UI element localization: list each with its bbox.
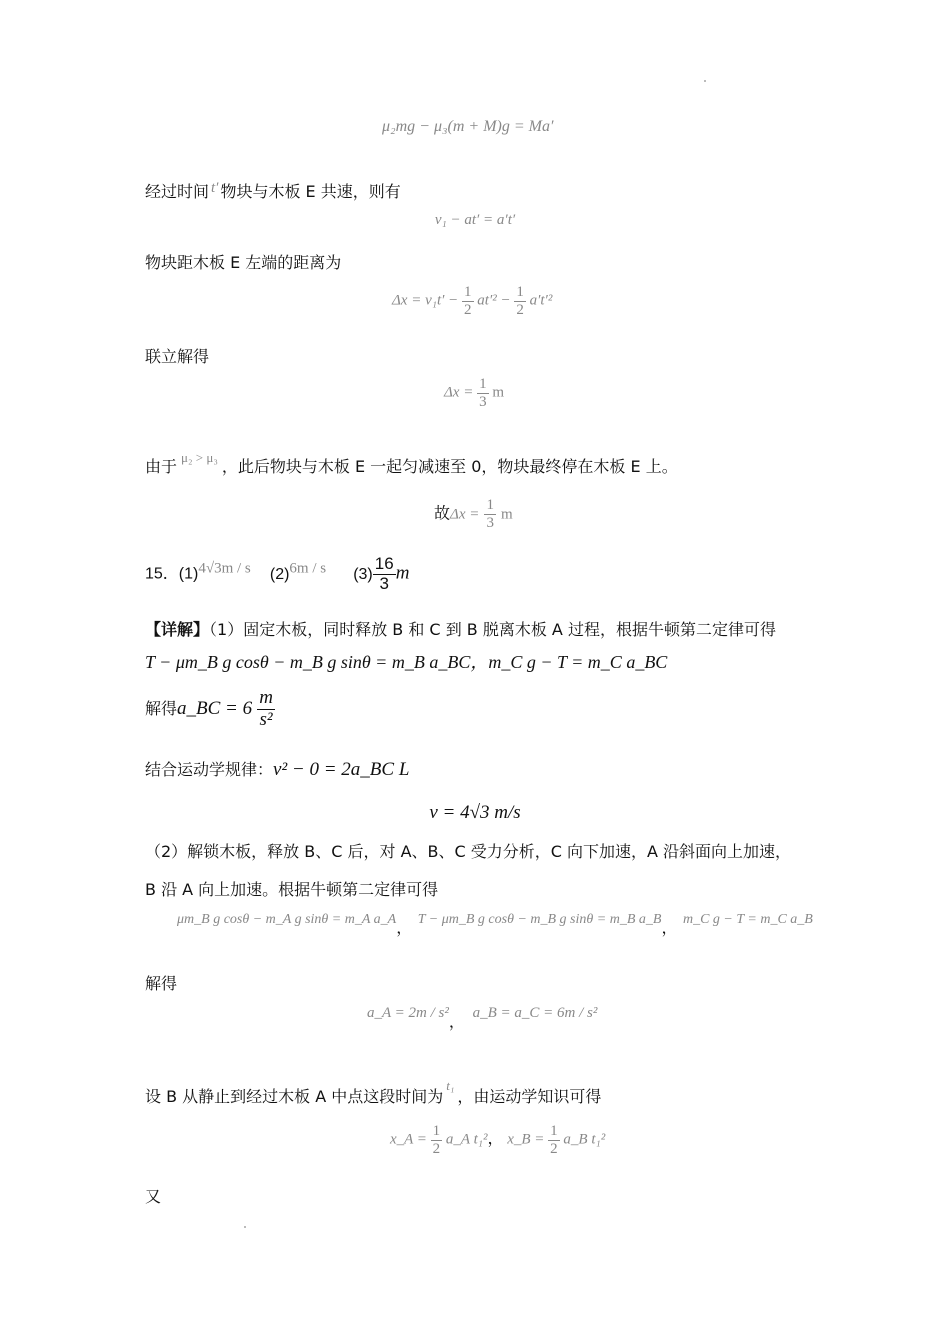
equation-2: v₁ − at′ = a′t′ — [434, 212, 516, 228]
text-line-12: 设 B 从静止到经过木板 A 中点这段时间为$^{t_1}$，由运动学知识可得 — [145, 1078, 602, 1106]
equation-6: T − μm_B g cosθ − m_B g sinθ = m_B a_BC，m_C g − T = m_C a_BC — [145, 652, 668, 672]
text-line-7: 解得a_BC = 6 $\frac{m}{\text{s²}}$ — [145, 687, 273, 730]
equation-10: μm_B g cosθ − m_A g sinθ = m_A a_A， T − μm_B g cosθ − m_B g sinθ = m_B a_B， m_C g − T = m_C a_B — [177, 912, 813, 937]
text-line-2: 物块距木板 E 左端的距离为 — [145, 253, 342, 272]
scan-dot — [704, 80, 706, 82]
equation-3: Δx = v₁t′ − $\frac{1}{2}$ at′² − $\frac{1}{2}$ a′t′² — [392, 284, 553, 318]
detail-paragraph: 【详解】（1）固定木板，同时释放 B 和 C 到 B 脱离木板 A 过程，根据牛顿第二定律可得 — [145, 620, 776, 639]
text-line-4: 由于 $^{\mu_2 > \mu_3}$ ，此后物块与木板 E 一起匀减速至 0，物块最终停在木板 E 上。 — [145, 450, 678, 476]
text-line-11: 解得 — [145, 974, 178, 993]
equation-4: Δx = $\frac{1}{3}$ m — [444, 376, 505, 410]
text-line-8: 结合运动学规律：v² − 0 = 2a_BC L — [145, 759, 410, 780]
equation-1: μ₂mg − μ₃(m + M)g = Ma′ — [382, 118, 554, 135]
paragraph-2-line-1: （2）解锁木板，释放 B、C 后，对 A、B、C 受力分析，C 向下加速，A 沿斜面向上加速， — [145, 842, 792, 861]
text-line-5: 故Δx = $\frac{1}{3}$ m — [434, 497, 513, 531]
equation-9: v = 4√3 m/s — [429, 802, 521, 823]
text-line-13: 又 — [145, 1187, 162, 1206]
text-line-3: 联立解得 — [145, 347, 210, 366]
paragraph-2-line-2: B 沿 A 向上加速。根据牛顿第二定律可得 — [145, 880, 439, 899]
question-15-answers: 15．(1)4√3m / s (2)6m / s (3) $\frac{16}{3}$ m — [145, 554, 410, 593]
equation-12: x_A = $\frac{1}{2}$ a_A t₁²， x_B = $\frac{1}{2}$ a_B t₁² — [390, 1123, 606, 1157]
text-line-1: 经过时间 t′ 物块与木板 E 共速，则有 — [145, 180, 401, 201]
equation-11: a_A = 2m / s²， a_B = a_C = 6m / s² — [367, 1005, 598, 1031]
scan-dot — [244, 1226, 246, 1228]
